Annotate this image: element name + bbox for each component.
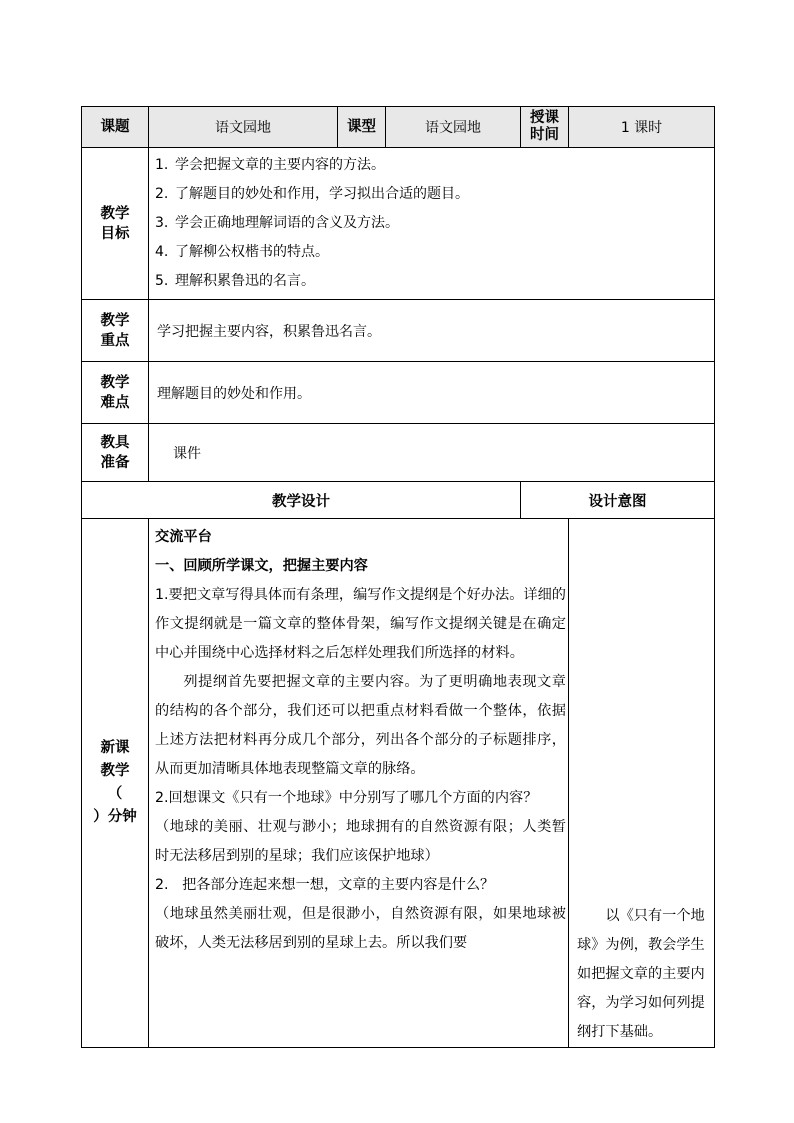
materials-text: 课件 <box>149 424 715 482</box>
objectives-label-line2: 目标 <box>100 225 130 242</box>
new-lesson-label-line: 教学 <box>100 763 130 779</box>
topic-value: 语文园地 <box>149 107 338 148</box>
difficulties-label <box>82 362 149 424</box>
intent-header: 设计意图 <box>521 482 715 519</box>
lesson-plan-page <box>81 106 714 1048</box>
header-row <box>82 107 715 148</box>
intent-spacer <box>577 519 708 902</box>
design-intent-text: 以《只有一个地球》为例，教会学生如把握文章的主要内容，为学习如何列提纲打下基础。 <box>577 908 705 1040</box>
objectives-list <box>149 148 715 300</box>
difficulties-text: 理解题目的妙处和作用。 <box>149 362 715 424</box>
materials-label-line1: 教具 <box>100 434 130 451</box>
difficulties-row <box>82 362 715 424</box>
paragraph: 2.回想课文《只有一个地球》中分别写了哪几个方面的内容？ <box>155 790 538 806</box>
new-lesson-label-line: （ <box>107 786 123 802</box>
difficulties-label-line1: 教学 <box>100 374 130 391</box>
design-intent-cell <box>569 519 715 1048</box>
materials-label-line2: 准备 <box>100 454 130 471</box>
new-lesson-row <box>82 519 715 1048</box>
time-value: 1 课时 <box>569 107 715 148</box>
objective-item: 1. 学会把握文章的主要内容的方法。 <box>155 157 385 173</box>
section-heading: 一、回顾所学课文，把握主要内容 <box>155 558 368 574</box>
time-label-line2: 时间 <box>530 127 559 143</box>
materials-row <box>82 424 715 482</box>
key-points-label <box>82 300 149 362</box>
key-points-text: 学习把握主要内容，积累鲁迅名言。 <box>149 300 715 362</box>
paragraph: （地球虽然美丽壮观，但是很渺小，自然资源有限，如果地球被破坏，人类无法移居到别的星球上去。所以我们要 <box>155 906 566 951</box>
time-label-line1: 授课 <box>530 110 559 126</box>
key-points-row <box>82 300 715 362</box>
lesson-plan-table <box>81 106 715 1048</box>
objectives-row <box>82 148 715 300</box>
paragraph: 2. 把各部分连起来想一想，文章的主要内容是什么？ <box>155 877 495 893</box>
type-value: 语文园地 <box>386 107 521 148</box>
section-title: 交流平台 <box>155 529 212 545</box>
key-points-label-line2: 重点 <box>100 332 130 349</box>
new-lesson-content <box>149 519 569 1048</box>
new-lesson-label <box>82 519 149 1048</box>
key-points-label-line1: 教学 <box>100 312 130 329</box>
paragraph: 列提纲首先要把握文章的主要内容。为了更明确地表现文章的结构的各个部分，我们还可以把重点材料看做一个整体，依据上述方法把材料再分成几个部分，列出各个部分的子标题排序，从而更加清晰具体地表现整篇文章的脉络。 <box>155 674 566 777</box>
design-header-row <box>82 482 715 519</box>
paragraph: （地球的美丽、壮观与渺小；地球拥有的自然资源有限；人类暂时无法移居到别的星球；我们应该保护地球） <box>155 819 566 864</box>
difficulties-label-line2: 难点 <box>100 394 130 411</box>
objective-item: 4. 了解柳公权楷书的特点。 <box>155 244 329 260</box>
paragraph: 1.要把文章写得具体而有条理，编写作文提纲是个好办法。详细的作文提纲就是一篇文章的整体骨架，编写作文提纲关键是在确定中心并围绕中心选择材料之后怎样处理我们所选择的材料。 <box>155 587 566 661</box>
new-lesson-label-line: ）分钟 <box>93 809 137 825</box>
objective-item: 2. 了解题目的妙处和作用，学习拟出合适的题目。 <box>155 186 469 202</box>
topic-label: 课题 <box>82 107 149 148</box>
time-label <box>521 107 569 148</box>
objectives-label <box>82 148 149 300</box>
type-label: 课型 <box>338 107 386 148</box>
objective-item: 3. 学会正确地理解词语的含义及方法。 <box>155 215 399 231</box>
materials-label <box>82 424 149 482</box>
objectives-label-line1: 教学 <box>100 205 130 222</box>
objective-item: 5. 理解积累鲁迅的名言。 <box>155 273 315 289</box>
new-lesson-label-line: 新课 <box>100 740 130 756</box>
design-header: 教学设计 <box>82 482 521 519</box>
